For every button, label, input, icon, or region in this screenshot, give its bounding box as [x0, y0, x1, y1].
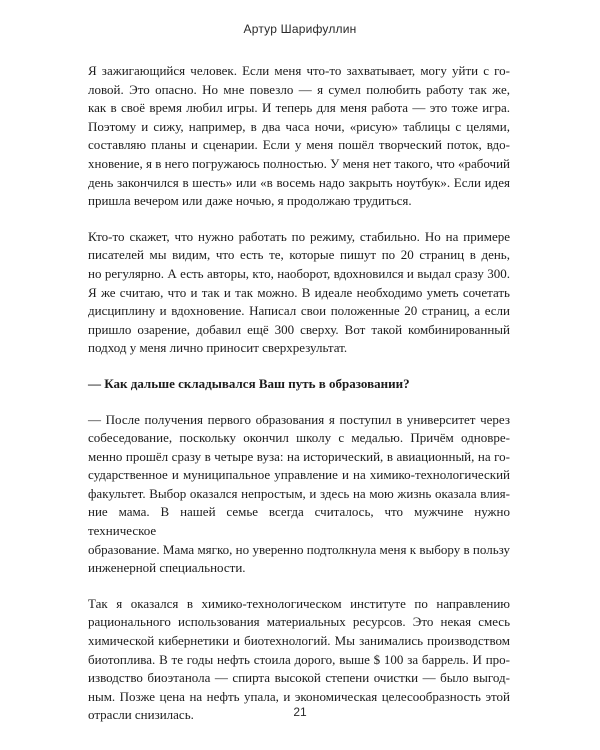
text-line: ние мама. В нашей семье всегда считалось, что мужчине нужно техническое — [88, 504, 510, 539]
text-line: подход у меня лично приносит сверхрезультат. — [88, 340, 348, 356]
page-body — [88, 62, 510, 742]
paragraph-2 — [88, 228, 510, 358]
text-line: — После получения первого образования я поступил в университет через — [88, 411, 510, 427]
running-head: Артур Шарифуллин — [243, 22, 357, 36]
text-line: Поэтому и сижу, например, в два часа ночи, «рисую» таблицы с целями, — [88, 118, 510, 134]
text-line: инженерной специальности. — [88, 560, 246, 576]
text-line: но регулярно. А есть авторы, кто, наоборот, вдохновился и выдал сразу 300. — [88, 265, 510, 281]
text-line: составляю планы и сценарии. Если у меня пошёл творческий поток, вдо- — [88, 137, 510, 153]
text-line: образование. Мама мягко, но уверенно подтолкнула меня к выбору в пользу — [88, 541, 510, 557]
text-line: ным. Позже цена на нефть упала, и экономическая целесообразность этой — [88, 688, 510, 704]
text-line: менно прошёл сразу в четыре вуза: на исторический, в авиационный, на го- — [88, 448, 510, 464]
text-line: как в своё время любил игры. И теперь для меня работа — это тоже игра. — [88, 100, 510, 116]
text-line: факультет. Выбор оказался непростым, и здесь на мою жизнь оказала влия- — [88, 485, 510, 501]
page-number: 21 — [293, 705, 307, 719]
text-line: пришла вечером или даже ночью, я продолжаю трудиться. — [88, 193, 412, 209]
text-line: дисциплину и вдохновение. Написал свои положенные 20 страниц, а если — [88, 303, 510, 319]
text-line: Я зажигающийся человек. Если меня что-то захватывает, могу уйти с го- — [88, 63, 510, 78]
text-line: писателей мы видим, что есть те, которые пишут по 20 страниц в день, — [88, 247, 510, 263]
text-line: отрасли снизилась. — [88, 707, 194, 723]
text-line: собеседование, поскольку окончил школу с медалью. Причём одновре- — [88, 430, 510, 446]
text-line: изводство биоэтанола — спирта высокой степени очистки — было выгод- — [88, 670, 510, 686]
text-line: химической кибернетики и биотехнологий. Мы занимались производством — [88, 633, 510, 649]
paragraph-3 — [88, 411, 510, 578]
text-line: ловой. Это опасно. Но мне повезло — я сумел полюбить работу так же, — [88, 81, 510, 97]
text-line: сударственное и муниципальное управление и на химико-технологический — [88, 467, 510, 483]
text-line: рационального использования материальных ресурсов. Это некая смесь — [88, 614, 510, 630]
paragraph-1 — [88, 62, 510, 211]
text-line: Так я оказался в химико-технологическом институте по направлению — [88, 595, 510, 611]
text-line: Я же считаю, что и так и так можно. В идеале необходимо уметь сочетать — [88, 284, 510, 300]
text-line: пришло озарение, добавил ещё 300 сверху. Вот такой комбинированный — [88, 321, 510, 337]
text-line: Кто-то скажет, что нужно работать по режиму, стабильно. Но на примере — [88, 228, 510, 244]
interview-question — [88, 375, 510, 394]
text-line: день закончился в шесть» или «в восемь надо закрыть ноутбук». Если идея — [88, 174, 510, 190]
text-line: биотоплива. В те годы нефть стоила дорого, выше $ 100 за баррель. И про- — [88, 651, 510, 667]
text-line: — Как дальше складывался Ваш путь в образовании? — [88, 375, 410, 391]
text-line: хновение, я в него погружаюсь полностью. У меня нет такого, что «рабочий — [88, 155, 510, 171]
